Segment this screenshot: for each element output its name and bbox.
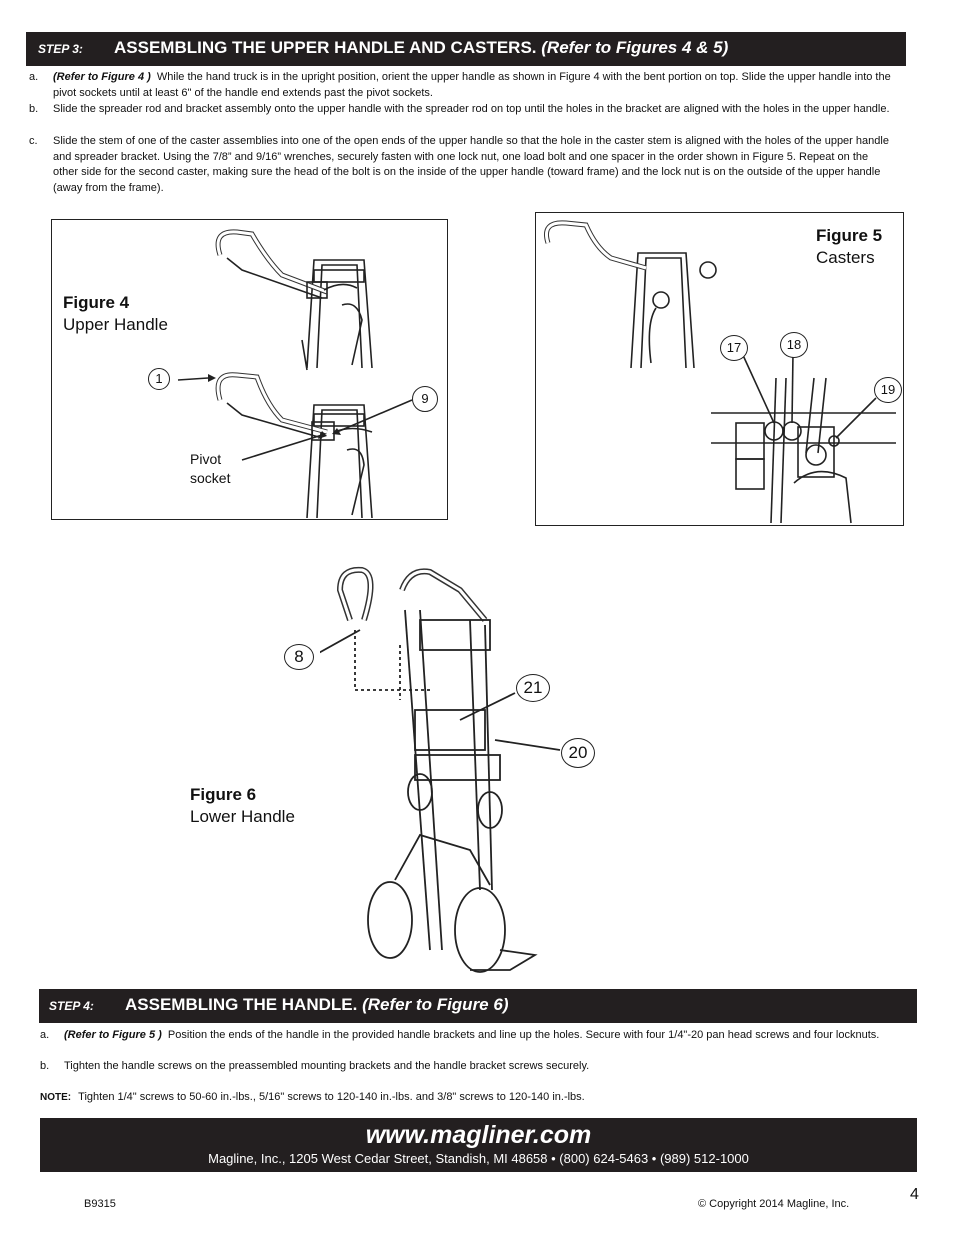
- figure6-title: Figure 6: [190, 785, 257, 804]
- step3-label: STEP 3:: [38, 42, 83, 56]
- figure5-subtitle: Casters: [816, 248, 875, 267]
- step3-heading-text: ASSEMBLING THE UPPER HANDLE AND CASTERS.: [114, 38, 537, 57]
- pivot-label-line2: socket: [190, 470, 231, 486]
- step3-heading-ref: (Refer to Figures 4 & 5): [541, 38, 729, 57]
- pivot-label-line1: Pivot: [190, 451, 222, 467]
- step3-item-b: [29, 102, 899, 134]
- figure4-callout-1: 1: [148, 368, 170, 390]
- figure5-box: [535, 212, 904, 526]
- figure6-subtitle: Lower Handle: [190, 807, 295, 826]
- figure6-illustration: [320, 560, 620, 980]
- step3-item-a: [29, 70, 899, 102]
- page-number: 4: [910, 1186, 919, 1203]
- item-label: c.: [29, 135, 38, 147]
- step4-item-b: [40, 1059, 900, 1075]
- step4-item-a: [40, 1028, 900, 1060]
- item-text: [64, 1028, 894, 1044]
- step4-heading: [125, 995, 508, 1015]
- figure4-subtitle: Upper Handle: [63, 315, 168, 334]
- item-text: Slide the stem of one of the caster assemblies into one of the open ends of the upper handle so that the hole in the caster stem is aligned with the holes of the upper handle and spreader bracket. Using the 7/8” and 9/16” wrenches, securely fasten with one lock nut, one load bolt and one spacer in the order shown in Figure 5. Repeat on the other side for the second caster, making sure the head of the bolt is on the inside of the upper handle (toward frame) and the lock nut is on the outside of the upper handle (away from the frame).: [53, 135, 889, 194]
- step4-header-bar: [39, 989, 917, 1023]
- figure4-title: Figure 4: [63, 293, 130, 312]
- copyright-notice: © Copyright 2014 Magline, Inc.: [698, 1198, 850, 1210]
- figure5-caption: [816, 225, 882, 269]
- figure4-callout-9: 9: [412, 386, 438, 412]
- note-text: Tighten 1/4" screws to 50-60 in.-lbs., 5/16" screws to 120-140 in.-lbs. and 3/8" screws to 120-140 in.-lbs.: [78, 1091, 585, 1103]
- item-text: Tighten the handle screws on the preassembled mounting brackets and the handle bracket screws securely.: [64, 1060, 590, 1072]
- step4-heading-ref: (Refer to Figure 6): [362, 995, 509, 1014]
- figure4-caption: [63, 292, 168, 336]
- item-text: Slide the spreader rod and bracket assembly onto the upper handle with the spreader rod on top until the holes in the bracket are aligned with the holes in the upper handle.: [53, 103, 890, 115]
- item-label: a.: [29, 71, 39, 83]
- item-body: While the hand truck is in the upright position, orient the upper handle as shown in Figure 4 with the bent portion on top. Slide the upper handle into the pivot sockets until at least 6" of the handle end extends past the pivot sockets.: [53, 71, 891, 99]
- company-address: Magline, Inc., 1205 West Cedar Street, Standish, MI 48658 • (800) 624-5463 • (989) 512-1000: [208, 1151, 749, 1166]
- figure6-caption: [190, 784, 295, 828]
- item-label: a.: [40, 1029, 50, 1041]
- figure6-callout-21: 21: [516, 674, 550, 702]
- step3-heading: [114, 38, 728, 58]
- figure5-title: Figure 5: [816, 226, 883, 245]
- step3-header-bar: [26, 32, 906, 66]
- figure4-illustration: [52, 220, 447, 519]
- step4-label: STEP 4:: [49, 999, 94, 1013]
- item-ref: (Refer to Figure 4 ): [53, 71, 151, 83]
- step4-heading-text: ASSEMBLING THE HANDLE.: [125, 995, 358, 1014]
- note-label: NOTE:: [40, 1092, 72, 1103]
- step3-item-c: [29, 134, 899, 198]
- figure5-callout-18: 18: [780, 332, 808, 358]
- footer-bar: [40, 1118, 917, 1172]
- figure6-callout-8: 8: [284, 644, 314, 670]
- item-body: Position the ends of the handle in the provided handle brackets and line up the holes. Secure with four 1/4"-20 pan head screws and four locknuts.: [167, 1029, 880, 1041]
- item-ref: (Refer to Figure 5 ): [64, 1029, 162, 1041]
- figure5-callout-17: 17: [720, 335, 748, 361]
- item-text: [53, 70, 893, 101]
- figure6-callout-20: 20: [561, 738, 595, 768]
- website-link[interactable]: www.magliner.com: [365, 1121, 592, 1149]
- figure5-callout-19: 19: [874, 377, 902, 403]
- figure4-box: [51, 219, 448, 520]
- item-label: b.: [40, 1060, 50, 1072]
- item-label: b.: [29, 103, 39, 115]
- pivot-socket-label: [190, 450, 230, 488]
- document-code: B9315: [84, 1198, 116, 1210]
- step4-note: [40, 1090, 900, 1106]
